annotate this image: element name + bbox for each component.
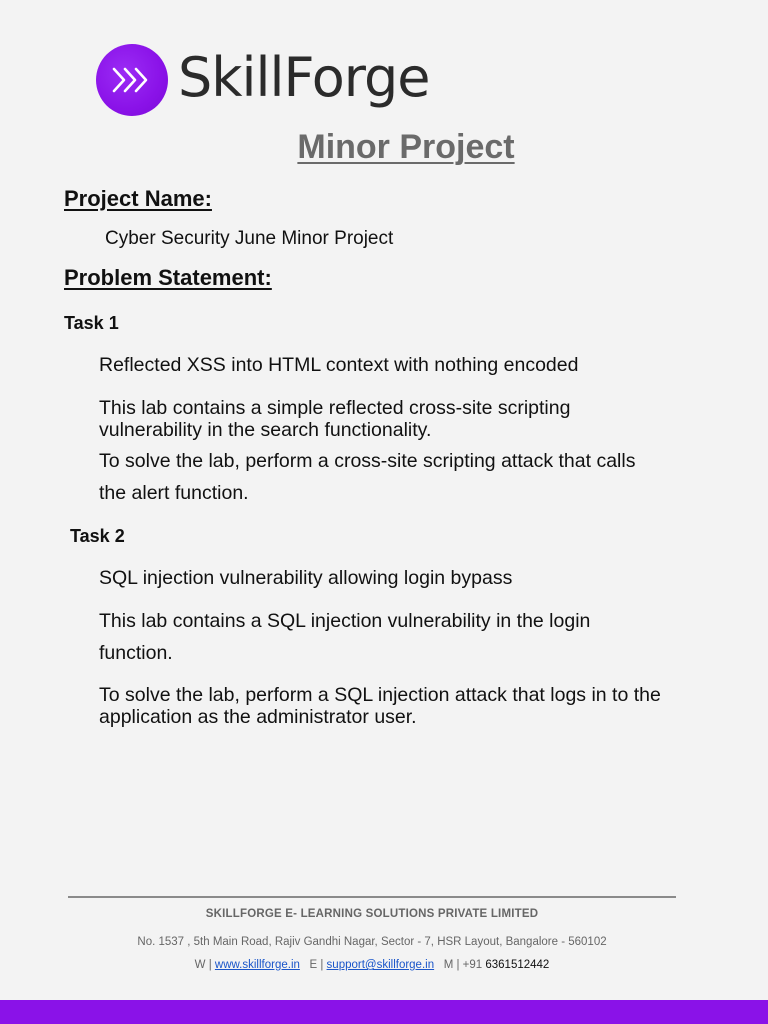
email-link[interactable]: support@skillforge.in — [326, 959, 435, 971]
footer-company: SKILLFORGE E- LEARNING SOLUTIONS PRIVATE LIMITED — [205, 908, 539, 920]
phone-number: 6361512442 — [485, 959, 550, 971]
task-2-description-line2: function. — [99, 642, 173, 664]
task-1-instruction-line2: the alert function. — [99, 482, 249, 504]
document-title: Minor Project — [297, 128, 515, 166]
phone-prefix: M | +91 — [443, 959, 486, 971]
footer-contact — [0, 959, 744, 971]
brand-logo — [96, 44, 429, 116]
task-2-description-line1: This lab contains a SQL injection vulnerability in the login — [99, 610, 591, 632]
brand-name: SkillForge — [178, 46, 430, 109]
task-1-label: Task 1 — [64, 313, 119, 333]
footer-address: No. 1537 , 5th Main Road, Rajiv Gandhi Nagar, Sector - 7, HSR Layout, Bangalore - 560102 — [137, 936, 607, 948]
website-link[interactable]: www.skillforge.in — [214, 959, 300, 971]
task-1-instruction-line1: To solve the lab, perform a cross-site scripting attack that calls — [99, 450, 636, 472]
task-2-instruction: To solve the lab, perform a SQL injection attack that logs in to the application as the administrator user. — [99, 684, 661, 728]
project-name-heading: Project Name: — [64, 186, 212, 211]
task-1-description: This lab contains a simple reflected cross-site scripting vulnerability in the search functionality. — [99, 397, 571, 441]
logo-circle — [96, 44, 168, 116]
task-2-label: Task 2 — [70, 526, 125, 546]
footer-accent-bar — [0, 1000, 768, 1024]
web-prefix: W | — [194, 959, 215, 971]
project-name: Cyber Security June Minor Project — [105, 228, 394, 249]
problem-statement-heading: Problem Statement: — [64, 265, 272, 290]
task-2-title: SQL injection vulnerability allowing login bypass — [99, 567, 513, 589]
footer-divider — [68, 896, 676, 898]
chevrons-right-icon — [110, 65, 154, 95]
email-prefix: E | — [309, 959, 327, 971]
task-1-title: Reflected XSS into HTML context with nothing encoded — [99, 354, 579, 376]
